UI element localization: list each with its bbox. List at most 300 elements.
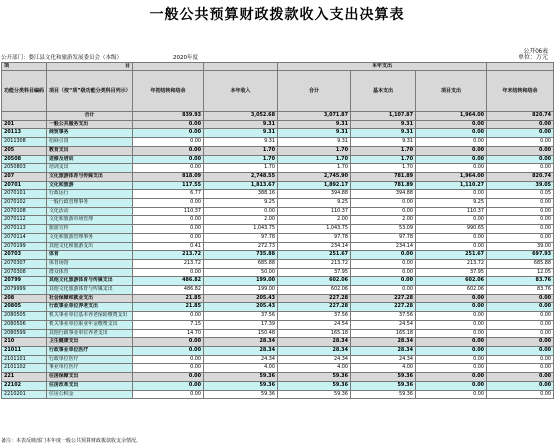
cell-project: 0.00 — [416, 164, 487, 173]
cell-begin: 0.41 — [133, 242, 204, 251]
cell-name: 文化和旅游市场管理 — [47, 216, 133, 225]
cell-end: 0.00 — [487, 373, 554, 382]
table-row — [2, 320, 554, 329]
cell-name: 群众体育 — [47, 268, 133, 277]
cell-total: 59.36 — [278, 390, 351, 399]
cell-total: 24.34 — [278, 355, 351, 364]
table-row — [2, 112, 554, 121]
cell-begin: 0.00 — [133, 164, 204, 173]
cell-end: 0.00 — [487, 381, 554, 390]
cell-end: 0.00 — [487, 199, 554, 208]
cell-code: 2101101 — [2, 355, 47, 364]
cell-code: 20703 — [2, 251, 47, 260]
cell-income: 37.56 — [204, 312, 278, 321]
header-item-right: 目 — [47, 63, 133, 71]
cell-income: 205.43 — [204, 294, 278, 303]
table-row — [2, 190, 554, 199]
cell-begin: 7.15 — [133, 320, 204, 329]
cell-code: 2070114 — [2, 233, 47, 242]
cell-code — [2, 112, 47, 121]
cell-income: 199.00 — [204, 277, 278, 286]
cell-name: 其他文化旅游体育与传媒支出 — [47, 286, 133, 295]
cell-income: 9.31 — [204, 120, 278, 129]
cell-begin: 213.72 — [133, 259, 204, 268]
cell-name: 事业单位医疗 — [47, 364, 133, 373]
cell-name: 培训支出 — [47, 164, 133, 173]
cell-income: 17.39 — [204, 320, 278, 329]
header-blank-1 — [133, 63, 204, 71]
cell-code: 2070307 — [2, 259, 47, 268]
col-end: 年末结转和结余 — [487, 71, 554, 112]
cell-project: 602.06 — [416, 277, 487, 286]
cell-code: 2080505 — [2, 312, 47, 321]
col-project: 项目支出 — [416, 71, 487, 112]
table-row — [2, 381, 554, 390]
cell-project: 0.00 — [416, 294, 487, 303]
cell-name: 合计 — [47, 112, 133, 121]
cell-code: 22102 — [2, 381, 47, 390]
cell-income: 4.00 — [204, 364, 278, 373]
cell-basic: 9.31 — [351, 129, 416, 138]
table-row — [2, 155, 554, 164]
cell-basic: 24.54 — [351, 320, 416, 329]
cell-basic: 781.89 — [351, 172, 416, 181]
cell-code: 2070199 — [2, 242, 47, 251]
cell-total: 28.34 — [278, 346, 351, 355]
cell-name: 机关事业单位职业年金缴费支出 — [47, 320, 133, 329]
cell-project: 0.00 — [416, 233, 487, 242]
cell-name: 文化和旅游 — [47, 181, 133, 190]
cell-end: 0.00 — [487, 207, 554, 216]
cell-begin: 486.82 — [133, 286, 204, 295]
cell-project: 0.00 — [416, 242, 487, 251]
cell-code: 2011308 — [2, 138, 47, 147]
cell-name: 文化旅游体育与传媒支出 — [47, 172, 133, 181]
cell-income: 28.34 — [204, 346, 278, 355]
cell-name: 一般行政管理事务 — [47, 199, 133, 208]
cell-end: 820.74 — [487, 112, 554, 121]
cell-project: 0.00 — [416, 216, 487, 225]
cell-name: 商贸事务 — [47, 129, 133, 138]
cell-total: 234.14 — [278, 242, 351, 251]
table-row — [2, 146, 554, 155]
cell-code: 20508 — [2, 155, 47, 164]
cell-income: 1,043.75 — [204, 225, 278, 234]
cell-project: 1,964.00 — [416, 112, 487, 121]
cell-basic: 0.00 — [351, 259, 416, 268]
cell-end: 820.74 — [487, 172, 554, 181]
cell-total: 59.36 — [278, 381, 351, 390]
cell-begin: 0.00 — [133, 155, 204, 164]
cell-begin: 0.00 — [133, 199, 204, 208]
cell-basic: 0.00 — [351, 277, 416, 286]
cell-total: 1.70 — [278, 164, 351, 173]
cell-begin: 0.00 — [133, 381, 204, 390]
cell-project: 0.00 — [416, 312, 487, 321]
cell-project: 0.00 — [416, 129, 487, 138]
cell-name: 行政单位医疗 — [47, 355, 133, 364]
cell-project: 0.00 — [416, 364, 487, 373]
cell-basic: 781.89 — [351, 181, 416, 190]
footer-note: 备注：本表反映部门本年度一般公共预算财政拨款收支余情况。 — [1, 438, 142, 444]
cell-income: 28.34 — [204, 338, 278, 347]
cell-begin: 0.00 — [133, 225, 204, 234]
cell-income: 9.25 — [204, 199, 278, 208]
cell-total: 251.67 — [278, 251, 351, 260]
cell-name: 其他文化和旅游支出 — [47, 242, 133, 251]
cell-income: 9.31 — [204, 129, 278, 138]
cell-project: 1,110.27 — [416, 181, 487, 190]
cell-end: 0.00 — [487, 364, 554, 373]
cell-name: 教育支出 — [47, 146, 133, 155]
table-row — [2, 233, 554, 242]
table-row — [2, 303, 554, 312]
cell-code: 2210201 — [2, 390, 47, 399]
col-begin: 年初结转和结余 — [133, 71, 204, 112]
cell-basic: 0.00 — [351, 199, 416, 208]
cell-code: 2070113 — [2, 225, 47, 234]
col-name: 项目（按“项”级功能分类科目列示） — [47, 71, 133, 112]
cell-end: 0.00 — [487, 164, 554, 173]
cell-project: 602.06 — [416, 286, 487, 295]
cell-begin: 213.72 — [133, 251, 204, 260]
cell-basic: 28.34 — [351, 338, 416, 347]
cell-project: 37.95 — [416, 268, 487, 277]
cell-basic: 227.28 — [351, 303, 416, 312]
cell-total: 9.31 — [278, 120, 351, 129]
cell-total: 602.06 — [278, 277, 351, 286]
cell-name: 招商引资 — [47, 138, 133, 147]
cell-total: 165.18 — [278, 329, 351, 338]
cell-project: 9.25 — [416, 199, 487, 208]
cell-income: 9.31 — [204, 138, 278, 147]
table-row — [2, 364, 554, 373]
cell-code: 2079999 — [2, 286, 47, 295]
cell-income: 1.70 — [204, 155, 278, 164]
table-row — [2, 251, 554, 260]
cell-total: 2.00 — [278, 216, 351, 225]
cell-begin: 0.00 — [133, 364, 204, 373]
cell-total: 1,892.17 — [278, 181, 351, 190]
cell-project: 251.67 — [416, 251, 487, 260]
cell-begin: 0.00 — [133, 373, 204, 382]
cell-code: 2070112 — [2, 216, 47, 225]
cell-begin: 0.00 — [133, 338, 204, 347]
cell-begin: 0.00 — [133, 233, 204, 242]
cell-code: 2080506 — [2, 320, 47, 329]
cell-basic: 97.78 — [351, 233, 416, 242]
cell-income: 2.00 — [204, 216, 278, 225]
cell-basic: 59.36 — [351, 373, 416, 382]
cell-basic: 394.88 — [351, 190, 416, 199]
cell-code: 2101102 — [2, 364, 47, 373]
cell-name: 社会保障和就业支出 — [47, 294, 133, 303]
cell-end: 39.00 — [487, 242, 554, 251]
cell-begin: 0.00 — [133, 129, 204, 138]
cell-basic: 59.36 — [351, 390, 416, 399]
cell-project: 0.00 — [416, 320, 487, 329]
cell-end: 0.00 — [487, 138, 554, 147]
header-blank-2 — [204, 63, 278, 71]
cell-end: 0.00 — [487, 155, 554, 164]
cell-code: 2070102 — [2, 199, 47, 208]
cell-begin: 0.00 — [133, 146, 204, 155]
cell-code: 2050803 — [2, 164, 47, 173]
cell-begin: 0.00 — [133, 138, 204, 147]
cell-income: 97.78 — [204, 233, 278, 242]
cell-project: 0.00 — [416, 346, 487, 355]
cell-begin: 117.55 — [133, 181, 204, 190]
cell-total: 9.25 — [278, 199, 351, 208]
cell-code: 21011 — [2, 346, 47, 355]
cell-end: 0.00 — [487, 303, 554, 312]
cell-code: 2070101 — [2, 190, 47, 199]
table-row — [2, 138, 554, 147]
cell-project: 0.00 — [416, 373, 487, 382]
cell-project: 0.00 — [416, 355, 487, 364]
cell-basic: 165.18 — [351, 329, 416, 338]
table-row — [2, 355, 554, 364]
cell-income: 199.00 — [204, 286, 278, 295]
report-meta — [1, 53, 548, 61]
cell-total: 394.88 — [278, 190, 351, 199]
cell-code: 20799 — [2, 277, 47, 286]
cell-end: 0.00 — [487, 225, 554, 234]
table-row — [2, 373, 554, 382]
cell-basic: 1,107.87 — [351, 112, 416, 121]
cell-end: 685.88 — [487, 259, 554, 268]
cell-total: 3,071.87 — [278, 112, 351, 121]
cell-total: 28.34 — [278, 338, 351, 347]
cell-total: 227.28 — [278, 294, 351, 303]
cell-name: 行政事业单位医疗 — [47, 346, 133, 355]
cell-basic: 1.70 — [351, 146, 416, 155]
unit-label: 单位：万元 — [517, 54, 548, 61]
cell-code: 205 — [2, 146, 47, 155]
cell-income: 272.73 — [204, 242, 278, 251]
cell-end: 0.00 — [487, 390, 554, 399]
cell-basic: 37.56 — [351, 312, 416, 321]
cell-end: 83.76 — [487, 286, 554, 295]
cell-total: 110.37 — [278, 207, 351, 216]
cell-name: 体育场馆 — [47, 259, 133, 268]
cell-end: 0.00 — [487, 146, 554, 155]
cell-code: 20805 — [2, 303, 47, 312]
cell-name: 行政运行 — [47, 190, 133, 199]
cell-total: 1.70 — [278, 155, 351, 164]
cell-basic: 9.31 — [351, 120, 416, 129]
table-row — [2, 225, 554, 234]
cell-begin: 0.00 — [133, 355, 204, 364]
cell-basic: 59.36 — [351, 381, 416, 390]
report-title: 一般公共预算财政拨款收入支出决算表 — [149, 7, 405, 23]
cell-income: 205.43 — [204, 303, 278, 312]
cell-code: 201 — [2, 120, 47, 129]
cell-name: 文化活动 — [47, 207, 133, 216]
cell-income: 3,052.68 — [204, 112, 278, 121]
cell-end: 12.05 — [487, 268, 554, 277]
cell-total: 97.78 — [278, 233, 351, 242]
table-row — [2, 312, 554, 321]
cell-end: 0.00 — [487, 129, 554, 138]
cell-project: 0.00 — [416, 138, 487, 147]
cell-end: 0.00 — [487, 346, 554, 355]
cell-total: 602.06 — [278, 286, 351, 295]
cell-income: 735.88 — [204, 251, 278, 260]
cell-begin: 14.70 — [133, 329, 204, 338]
cell-total: 4.00 — [278, 364, 351, 373]
table-body — [2, 112, 554, 399]
cell-code: 210 — [2, 338, 47, 347]
cell-begin: 0.00 — [133, 390, 204, 399]
cell-code: 2080599 — [2, 329, 47, 338]
cell-begin: 21.85 — [133, 303, 204, 312]
cell-name: 进修及培训 — [47, 155, 133, 164]
cell-project: 0.00 — [416, 120, 487, 129]
cell-total: 37.56 — [278, 312, 351, 321]
table-row — [2, 181, 554, 190]
cell-project: 0.00 — [416, 155, 487, 164]
cell-name: 住房公积金 — [47, 390, 133, 399]
cell-income: 59.36 — [204, 381, 278, 390]
col-total: 合计 — [278, 71, 351, 112]
table-row — [2, 120, 554, 129]
cell-end: 0.00 — [487, 216, 554, 225]
cell-begin: 486.82 — [133, 277, 204, 286]
cell-name: 文化和旅游管理事务 — [47, 233, 133, 242]
cell-begin: 839.93 — [133, 112, 204, 121]
cell-end: 0.00 — [487, 120, 554, 129]
cell-basic: 0.00 — [351, 251, 416, 260]
col-income: 本年收入 — [204, 71, 278, 112]
cell-begin: 0.00 — [133, 268, 204, 277]
cell-income: 2,748.55 — [204, 172, 278, 181]
cell-basic: 2.00 — [351, 216, 416, 225]
department-label: 公开部门：婺江县文化和旅游发展委员会（本级） — [1, 55, 123, 61]
table-row — [2, 199, 554, 208]
cell-end: 0.00 — [487, 329, 554, 338]
cell-code: 2070108 — [2, 207, 47, 216]
cell-begin: 0.00 — [133, 346, 204, 355]
fiscal-year: 2020年度 — [173, 55, 198, 61]
cell-begin: 0.00 — [133, 312, 204, 321]
cell-income: 1.70 — [204, 146, 278, 155]
table-row — [2, 294, 554, 303]
cell-project: 0.00 — [416, 146, 487, 155]
cell-code: 20113 — [2, 129, 47, 138]
cell-end: 0.00 — [487, 312, 554, 321]
cell-total: 9.31 — [278, 138, 351, 147]
cell-income: 150.48 — [204, 329, 278, 338]
table-row — [2, 259, 554, 268]
cell-end: 0.00 — [487, 233, 554, 242]
cell-income: 1.70 — [204, 164, 278, 173]
cell-project: 0.00 — [416, 338, 487, 347]
col-basic: 基本支出 — [351, 71, 416, 112]
cell-code: 20701 — [2, 181, 47, 190]
cell-basic: 0.00 — [351, 268, 416, 277]
table-row — [2, 242, 554, 251]
table-row — [2, 346, 554, 355]
table-row — [2, 216, 554, 225]
cell-total: 1,043.75 — [278, 225, 351, 234]
cell-code: 208 — [2, 294, 47, 303]
cell-project: 0.00 — [416, 303, 487, 312]
cell-begin: 6.77 — [133, 190, 204, 199]
cell-name: 一般公共服务支出 — [47, 120, 133, 129]
cell-income: 0.00 — [204, 207, 278, 216]
cell-basic: 28.34 — [351, 346, 416, 355]
cell-basic: 227.28 — [351, 294, 416, 303]
cell-total: 9.31 — [278, 129, 351, 138]
cell-basic: 53.09 — [351, 225, 416, 234]
cell-code: 2070308 — [2, 268, 47, 277]
cell-code: 221 — [2, 373, 47, 382]
budget-table-container — [1, 62, 553, 399]
cell-total: 1.70 — [278, 146, 351, 155]
cell-basic: 0.00 — [351, 286, 416, 295]
table-row — [2, 129, 554, 138]
cell-basic: 234.14 — [351, 242, 416, 251]
table-row — [2, 338, 554, 347]
cell-total: 24.54 — [278, 320, 351, 329]
cell-basic: 9.31 — [351, 138, 416, 147]
cell-end: 0.00 — [487, 338, 554, 347]
cell-income: 50.00 — [204, 268, 278, 277]
cell-begin: 818.09 — [133, 172, 204, 181]
cell-project: 0.00 — [416, 190, 487, 199]
cell-basic: 4.00 — [351, 364, 416, 373]
cell-project: 0.00 — [416, 390, 487, 399]
budget-table — [1, 62, 554, 399]
table-row — [2, 207, 554, 216]
cell-name: 住房保障支出 — [47, 373, 133, 382]
table-row — [2, 390, 554, 399]
cell-begin: 0.00 — [133, 216, 204, 225]
cell-end: 83.76 — [487, 277, 554, 286]
cell-end: 0.00 — [487, 355, 554, 364]
table-row — [2, 172, 554, 181]
cell-project: 990.65 — [416, 225, 487, 234]
cell-total: 213.72 — [278, 259, 351, 268]
cell-basic: 1.70 — [351, 164, 416, 173]
cell-name: 旅游宣传 — [47, 225, 133, 234]
cell-name: 住房改革支出 — [47, 381, 133, 390]
cell-end: 0.00 — [487, 294, 554, 303]
cell-total: 59.36 — [278, 373, 351, 382]
cell-project: 0.00 — [416, 381, 487, 390]
cell-project: 0.00 — [416, 329, 487, 338]
cell-income: 24.34 — [204, 355, 278, 364]
cell-income: 59.36 — [204, 390, 278, 399]
col-code: 功能分类科目编码 — [2, 71, 47, 112]
cell-basic: 0.00 — [351, 207, 416, 216]
table-row — [2, 164, 554, 173]
table-row — [2, 286, 554, 295]
header-blank-3 — [487, 63, 554, 71]
cell-name: 行政事业单位养老支出 — [47, 303, 133, 312]
cell-basic: 24.34 — [351, 355, 416, 364]
cell-name: 机关事业单位基本养老保险缴费支出 — [47, 312, 133, 321]
cell-end: 39.05 — [487, 181, 554, 190]
cell-basic: 1.70 — [351, 155, 416, 164]
cell-end: 0.00 — [487, 320, 554, 329]
header-expense-group: 本年支出 — [278, 63, 487, 71]
cell-total: 37.95 — [278, 268, 351, 277]
cell-name: 其他文化旅游体育与传媒支出 — [47, 277, 133, 286]
form-number: 公开06表 — [523, 49, 548, 55]
cell-name: 其他行政事业单位养老支出 — [47, 329, 133, 338]
